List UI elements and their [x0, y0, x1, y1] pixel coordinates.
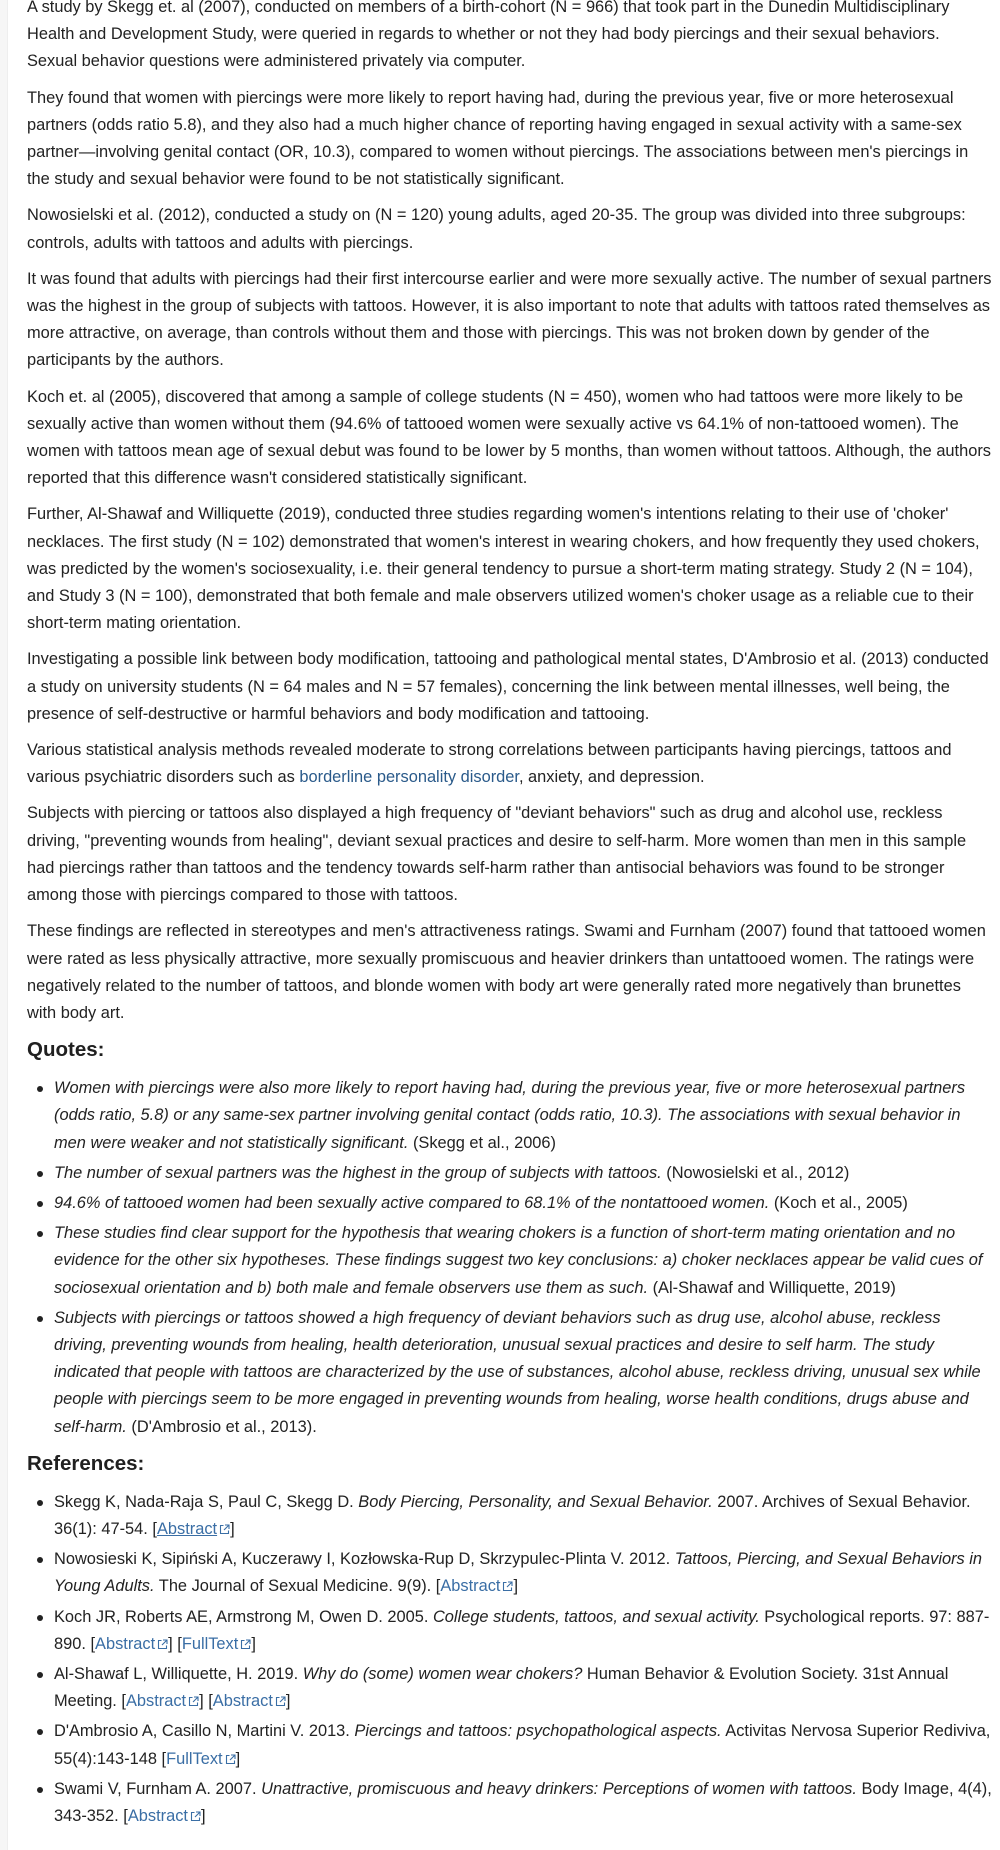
reference-authors: Al-Shawaf L, Williquette, H. 2019. — [54, 1664, 303, 1683]
reference-details: The Journal of Sexual Medicine. 9(9). — [154, 1577, 436, 1596]
reference-title: College students, tattoos, and sexual activity. — [432, 1607, 760, 1626]
external-link-icon — [188, 1696, 199, 1707]
reference-authors: D'Ambrosio A, Casillo N, Martini V. 2013. — [54, 1722, 355, 1741]
paragraph-deviant-behaviors: Subjects with piercing or tattoos also displayed a high frequency of "deviant behaviors" such as drug and alcohol use, reckless driving, "preventing wounds from healing", deviant sexual practices and desire to self-harm. More women than men in this sample had piercings rather than tattoos and the tendency towards self-harm rather than antisocial behaviors was found to be stronger among those with piercings compared to those with tattoos. — [27, 804, 967, 905]
reference-title: Body Piercing, Personality, and Sexual Behavior. — [358, 1492, 713, 1511]
quote-source: (Koch et al., 2005) — [769, 1193, 908, 1212]
fulltext-link[interactable] — [182, 1635, 251, 1653]
abstract-link[interactable] — [126, 1692, 199, 1710]
external-link-icon — [190, 1811, 201, 1822]
paragraph-al-shawaf: Further, Al-Shawaf and Williquette (2019), conducted three studies regarding women's intentions relating to their use of 'choker' necklaces. The first study (N = 102) demonstrated that women's interest in wearing chokers, and how frequently they used chokers, was predicted by the women's sociosexuality, i.e. their general tendency to pursue a short-term mating strategy. Study 2 (N = 104), and Study 3 (N = 100), demonstrated that both female and male observers utilized women's choker usage as a reliable cue to their short-term mating orientation. — [27, 505, 980, 633]
quotes-list — [27, 1075, 992, 1441]
quote-source: (D'Ambrosio et al., 2013). — [126, 1417, 317, 1436]
quote-item — [54, 1190, 992, 1217]
quote-text: Subjects with piercings or tattoos showed a high frequency of deviant behaviors such as drug use, alcohol abuse, reckless driving, preventing wounds from healing, health deterioration, unusual sexual practices and desire to self harm. The study indicated that people with tattoos are characterized by the use of substances, alcohol abuse, reckless driving, unusual sex while people with piercings seem to be more engaged in preventing wounds from healing, worse health conditions, drugs abuse and self-harm. — [54, 1308, 981, 1436]
paragraph-skegg-intro: A study by Skegg et. al (2007), conducted on members of a birth-cohort (N = 966) that took part in the Dunedin Multidisciplinary Health and Development Study, were queried in regards to whether or not they had body piercings and their sexual behaviors. Sexual behavior questions were administered privately via computer. — [27, 0, 950, 71]
reference-details: Body Image, 4(4), 343-352. — [54, 1779, 992, 1825]
reference-details: Human Behavior & Evolution Society. 31st Annual Meeting. — [54, 1664, 949, 1711]
quote-text: These studies find clear support for the hypothesis that wearing chokers is a function of short-term mating orientation and no evidence for the other six hypotheses. These findings suggest two key conclusions: a) choker necklaces appear be valid cues of sociosexual orientation and b) both male and female observers use them as such. — [54, 1224, 983, 1297]
quote-item — [54, 1160, 992, 1187]
link-label: Abstract — [212, 1692, 273, 1711]
reference-details: Activitas Nervosa Superior Rediviva, 55(4):143-148 — [54, 1722, 991, 1768]
reference-title: Tattoos, Piercing, and Sexual Behaviors in Young Adults. — [54, 1550, 983, 1596]
link-label: Abstract — [440, 1577, 501, 1596]
external-link-icon — [157, 1639, 168, 1650]
external-link-icon — [225, 1754, 236, 1765]
reference-authors: Skegg K, Nada-Raja S, Paul C, Skegg D. — [54, 1492, 359, 1511]
link-label: FullText — [166, 1749, 223, 1768]
paragraph-dambrosio-intro: Investigating a possible link between body modification, tattooing and pathological mental states, D'Ambrosio et al. (2013) conducted a study on university students (N = 64 males and N = 57 females), concerning the link between mental illnesses, well being, the presence of self-destructive or harmful behaviors and body modification and tattooing. — [27, 650, 989, 723]
reference-title: Piercings and tattoos: psychopathological aspects. — [354, 1722, 722, 1741]
reference-item: D'Ambrosio A, Casillo N, Martini V. 2013. Piercings and tattoos: psychopathological aspects. Activitas Nervosa Superior Rediviva, 55(4):143-148 [FullText ] — [54, 1718, 992, 1772]
quote-item — [54, 1220, 992, 1302]
abstract-link[interactable] — [95, 1635, 168, 1653]
link-label: Abstract — [127, 1806, 188, 1825]
quotes-heading: Quotes: — [27, 1038, 105, 1062]
paragraph-psychiatric-disorders — [27, 737, 992, 791]
reference-authors: Nowosieski K, Sipiński A, Kuczerawy I, Kozłowska-Rup D, Skrzypulec-Plinta V. 2012. — [54, 1550, 675, 1569]
abstract-link[interactable] — [157, 1520, 230, 1538]
reference-item: Al-Shawaf L, Williquette, H. 2019. Why do (some) women wear chokers? Human Behavior & Evolution Society. 31st Annual Meeting. [Abstract ] [Abstract ] — [54, 1661, 992, 1715]
references-list — [27, 1489, 992, 1830]
external-link-icon — [502, 1581, 513, 1592]
abstract-link[interactable] — [440, 1577, 513, 1595]
link-label: Abstract — [156, 1519, 218, 1538]
quote-text: 94.6% of tattooed women had been sexually active compared to 68.1% of the nontattooed women. — [54, 1193, 770, 1212]
link-label: FullText — [181, 1634, 239, 1653]
reference-title: Why do (some) women wear chokers? — [302, 1664, 583, 1683]
reference-item: Nowosieski K, Sipiński A, Kuczerawy I, Kozłowska-Rup D, Skrzypulec-Plinta V. 2012. Tattoos, Piercing, and Sexual Behaviors in Young Adults. The Journal of Sexual Medicine. 9(9). [Abstract ] — [54, 1546, 992, 1600]
borderline-personality-disorder-link[interactable]: borderline personality disorder — [299, 768, 519, 787]
quote-source: (Skegg et al., 2006) — [408, 1133, 556, 1152]
left-gutter — [0, 0, 8, 1850]
article-body — [27, 0, 992, 1840]
quote-text: Women with piercings were also more likely to report having had, during the previous year, five or more heterosexual partners (odds ratio, 5.8) or any same-sex partner involving genital contact (odds ratio, 10.3). The associations with sexual behavior in men were weaker and not statistically significant. — [54, 1079, 966, 1152]
reference-details: 2007. Archives of Sexual Behavior. 36(1): 47-54. — [54, 1492, 971, 1538]
paragraph-text-before: Various statistical analysis methods revealed moderate to strong correlations between participants having piercings, tattoos and various psychiatric disorders such as — [27, 741, 952, 787]
paragraph-koch: Koch et. al (2005), discovered that among a sample of college students (N = 450), women who had tattoos were more likely to be sexually active than women without them (94.6% of tattooed women were sexually active vs 64.1% of non-tattooed women). The women with tattoos mean age of sexual debut was found to be lower by 5 months, than women without tattoos. Although, the authors reported that this difference wasn't considered statistically significant. — [27, 387, 991, 488]
abstract-link[interactable] — [128, 1807, 201, 1825]
paragraph-nowosielski-findings: It was found that adults with piercings had their first intercourse earlier and were more sexually active. The number of sexual partners was the highest in the group of subjects with tattoos. However, it is also important to note that adults with tattoos rated themselves as more attractive, on average, than controls without them and those with piercings. This was not broken down by gender of the participants by the authors. — [27, 269, 992, 370]
external-link-icon — [240, 1639, 251, 1650]
reference-authors: Swami V, Furnham A. 2007. — [54, 1779, 262, 1798]
reference-details: Psychological reports. 97: 887-890. — [54, 1607, 990, 1653]
link-label: Abstract — [95, 1634, 156, 1653]
external-link-icon — [219, 1524, 230, 1535]
link-label: Abstract — [125, 1692, 187, 1711]
quote-text: The number of sexual partners was the highest in the group of subjects with tattoos. — [54, 1163, 662, 1182]
paragraph-swami-furnham: These findings are reflected in stereotypes and men's attractiveness ratings. Swami and Furnham (2007) found that tattooed women were rated as less physically attractive, more sexually promiscuous and heavier drinkers than untattooed women. The ratings were negatively related to the number of tattoos, and blonde women with body art were generally rated more negatively than brunettes with body art. — [27, 922, 986, 1022]
reference-item: Skegg K, Nada-Raja S, Paul C, Skegg D. Body Piercing, Personality, and Sexual Behavior. 2007. Archives of Sexual Behavior. 36(1): 47-54. [Abstract ] — [54, 1489, 992, 1543]
external-link-icon — [275, 1696, 286, 1707]
reference-item: Koch JR, Roberts AE, Armstrong M, Owen D. 2005. College students, tattoos, and sexual activity. Psychological reports. 97: 887-890. [Abstract ] [FullText ] — [54, 1604, 992, 1658]
paragraph-text-after: , anxiety, and depression. — [518, 768, 705, 787]
abstract-link-2[interactable] — [213, 1692, 286, 1710]
quote-item — [54, 1305, 992, 1441]
paragraph-nowosielski-intro: Nowosielski et al. (2012), conducted a study on (N = 120) young adults, aged 20-35. The group was divided into three subgroups: controls, adults with tattoos and adults with piercings. — [27, 206, 966, 252]
fulltext-link[interactable] — [166, 1750, 235, 1768]
paragraph-skegg-findings: They found that women with piercings were more likely to report having had, during the previous year, five or more heterosexual partners (odds ratio 5.8), and they also had a much higher chance of reporting having engaged in sexual activity with a same-sex partner—involving genital contact (OR, 10.3), compared to women without piercings. The associations between men's piercings in the study and sexual behavior were found to be not statistically significant. — [27, 88, 969, 189]
quote-item — [54, 1075, 992, 1157]
reference-authors: Koch JR, Roberts AE, Armstrong M, Owen D. 2005. — [54, 1607, 433, 1626]
quote-source: (Al-Shawaf and Williquette, 2019) — [648, 1278, 896, 1297]
quote-source: (Nowosielski et al., 2012) — [661, 1163, 850, 1182]
reference-title: Unattractive, promiscuous and heavy drinkers: Perceptions of women with tattoos. — [261, 1779, 857, 1798]
references-heading: References: — [27, 1451, 145, 1475]
reference-item: Swami V, Furnham A. 2007. Unattractive, promiscuous and heavy drinkers: Perceptions of women with tattoos. Body Image, 4(4), 343-352. [Abstract ] — [54, 1776, 992, 1830]
